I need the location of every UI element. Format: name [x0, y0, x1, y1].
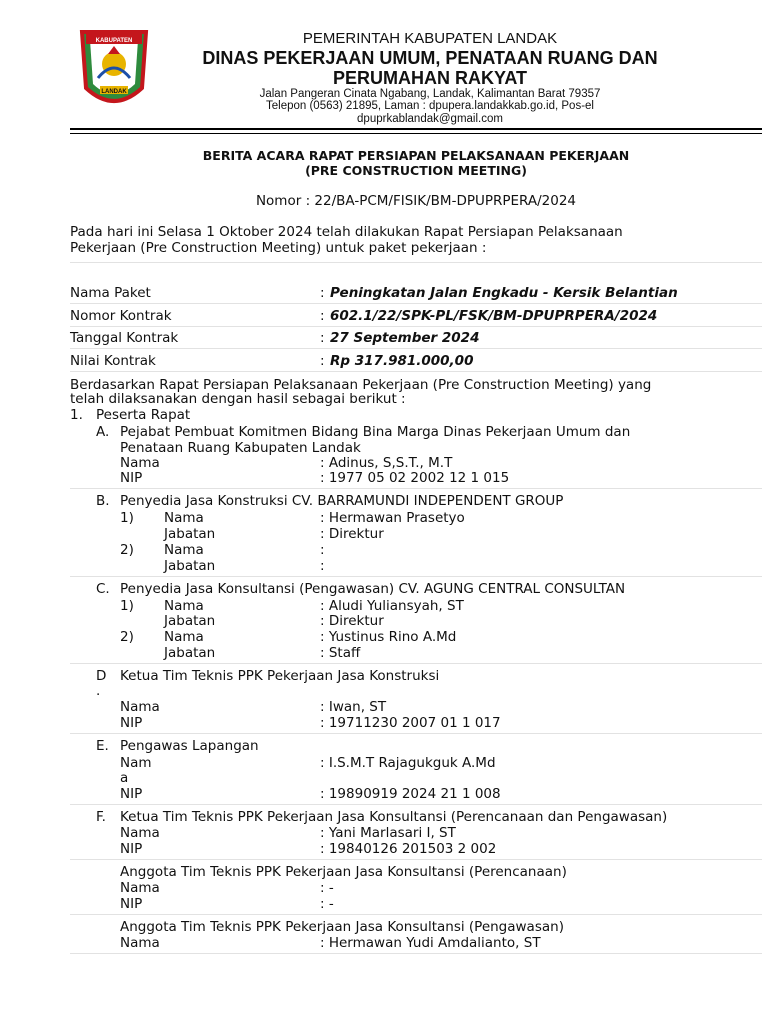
nomor-kontrak-value: 602.1/22/SPK-PL/FSK/BM-DPUPRPERA/2024	[330, 308, 658, 324]
divider	[70, 733, 762, 734]
field-value: : Hermawan Prasetyo	[320, 510, 465, 526]
section-title: Peserta Rapat	[96, 407, 191, 423]
field-value: : 19711230 2007 01 1 017	[320, 715, 501, 731]
emblem-top-text: KABUPATEN	[95, 38, 133, 44]
divider	[70, 914, 762, 915]
colon: :	[320, 308, 325, 324]
field-label: NIP	[120, 786, 143, 802]
document-number: Nomor : 22/BA-PCM/FISIK/BM-DPUPRPERA/2024	[255, 193, 577, 209]
anggota-perencanaan-title: Anggota Tim Teknis PPK Pekerjaan Jasa Konsultansi (Perencanaan)	[120, 864, 567, 880]
emblem-bottom-text: LANDAK	[101, 89, 127, 95]
nomor-kontrak-label: Nomor Kontrak	[70, 308, 172, 324]
agency-address: Jalan Pangeran Cinata Ngabang, Landak, Kalimantan Barat 79357	[259, 88, 601, 100]
divider	[70, 371, 762, 372]
item-e-title: Pengawas Lapangan	[120, 738, 259, 754]
basis-line2: telah dilaksanakan dengan hasil sebagai berikut :	[70, 391, 406, 407]
item-letter: D	[96, 668, 107, 684]
intro-line1: Pada hari ini Selasa 1 Oktober 2024 telah dilakukan Rapat Persiapan Pelaksanaan	[70, 224, 623, 240]
item-d-title: Ketua Tim Teknis PPK Pekerjaan Jasa Konstruksi	[120, 668, 440, 684]
anggota-pengawasan-title: Anggota Tim Teknis PPK Pekerjaan Jasa Konsultansi (Pengawasan)	[120, 919, 564, 935]
divider	[70, 262, 762, 263]
field-label: Nama	[120, 935, 160, 951]
field-value: : -	[320, 896, 334, 912]
field-label: Nama	[120, 825, 160, 841]
item-letter: B.	[96, 493, 110, 509]
kabupaten-landak-emblem-icon	[76, 28, 152, 112]
field-value: : Iwan, ST	[320, 699, 387, 715]
field-label: Jabatan	[164, 645, 216, 661]
basis-line1: Berdasarkan Rapat Persiapan Pelaksanaan Pekerjaan (Pre Construction Meeting) yang	[70, 377, 652, 393]
nilai-kontrak-label: Nilai Kontrak	[70, 353, 156, 369]
divider	[70, 859, 762, 860]
intro-line2: Pekerjaan (Pre Construction Meeting) untuk paket pekerjaan :	[70, 240, 487, 256]
field-label: Nam	[120, 755, 152, 771]
divider	[70, 326, 762, 327]
agency-contact: Telepon (0563) 21895, Laman : dpupera.landakkab.go.id, Pos-el	[266, 100, 594, 112]
government-name: PEMERINTAH KABUPATEN LANDAK	[302, 30, 558, 47]
field-value: : 19840126 201503 2 002	[320, 841, 497, 857]
nilai-kontrak-value: Rp 317.981.000,00	[330, 353, 474, 369]
field-value: : Hermawan Yudi Amdalianto, ST	[320, 935, 541, 951]
field-value: : Direktur	[320, 526, 384, 542]
field-label: Nama	[164, 629, 204, 645]
field-value: : Direktur	[320, 613, 384, 629]
letterhead-rule	[70, 128, 762, 130]
divider	[70, 488, 762, 489]
colon: :	[320, 353, 325, 369]
field-label-wrap: a	[120, 770, 129, 786]
field-label: Nama	[164, 542, 204, 558]
section-number: 1.	[70, 407, 83, 423]
divider	[70, 804, 762, 805]
nama-paket-label: Nama Paket	[70, 285, 151, 301]
field-value: : Yani Marlasari I, ST	[320, 825, 456, 841]
item-letter: F.	[96, 809, 106, 825]
colon: :	[320, 285, 325, 301]
sub-number: 1)	[120, 510, 134, 526]
item-letter: A.	[96, 424, 110, 440]
tanggal-kontrak-label: Tanggal Kontrak	[70, 330, 179, 346]
field-label: Nama	[120, 699, 160, 715]
field-value: : Staff	[320, 645, 361, 661]
nama-paket-value: Peningkatan Jalan Engkadu - Kersik Belantian	[330, 285, 678, 301]
field-label: Nama	[164, 598, 204, 614]
field-value: : Aludi Yuliansyah, ST	[320, 598, 464, 614]
item-f-title: Ketua Tim Teknis PPK Pekerjaan Jasa Konsultansi (Perencanaan dan Pengawasan)	[120, 809, 668, 825]
divider	[70, 303, 762, 304]
field-value: : 1977 05 02 2002 12 1 015	[320, 470, 510, 486]
item-b-title: Penyedia Jasa Konstruksi CV. BARRAMUNDI INDEPENDENT GROUP	[120, 493, 564, 509]
field-label: Jabatan	[164, 558, 216, 574]
item-a-title-line2: Penataan Ruang Kabupaten Landak	[120, 440, 361, 456]
agency-name-line2: PERUMAHAN RAKYAT	[332, 68, 527, 88]
field-label: Nama	[120, 455, 160, 471]
field-value: : Yustinus Rino A.Md	[320, 629, 457, 645]
field-label: Nama	[120, 880, 160, 896]
divider	[70, 348, 762, 349]
agency-email: dpuprkablandak@gmail.com	[357, 113, 503, 125]
item-letter-dot: .	[96, 683, 101, 699]
divider	[70, 663, 762, 664]
document-subtitle: (PRE CONSTRUCTION MEETING)	[305, 163, 527, 178]
divider	[70, 576, 762, 577]
field-label: NIP	[120, 841, 143, 857]
colon: :	[320, 330, 325, 346]
field-value: : -	[320, 880, 334, 896]
document-title: BERITA ACARA RAPAT PERSIAPAN PELAKSANAAN PEKERJAAN	[202, 148, 630, 163]
sub-number: 2)	[120, 629, 134, 645]
tanggal-kontrak-value: 27 September 2024	[330, 330, 480, 346]
sub-number: 1)	[120, 598, 134, 614]
field-label: NIP	[120, 715, 143, 731]
field-value: : Adinus, S,S.T., M.T	[320, 455, 453, 471]
field-value: :	[320, 558, 325, 574]
field-value: : I.S.M.T Rajagukguk A.Md	[320, 755, 496, 771]
field-label: NIP	[120, 896, 143, 912]
field-label: Jabatan	[164, 526, 216, 542]
sub-number: 2)	[120, 542, 134, 558]
item-letter: C.	[96, 581, 110, 597]
field-label: NIP	[120, 470, 143, 486]
field-label: Nama	[164, 510, 204, 526]
field-value: : 19890919 2024 21 1 008	[320, 786, 501, 802]
letterhead-rule-thin	[70, 133, 762, 134]
divider	[70, 953, 762, 954]
agency-name-line1: DINAS PEKERJAAN UMUM, PENATAAN RUANG DAN	[202, 48, 658, 68]
field-label: Jabatan	[164, 613, 216, 629]
item-a-title-line1: Pejabat Pembuat Komitmen Bidang Bina Marga Dinas Pekerjaan Umum dan	[120, 424, 631, 440]
field-value: :	[320, 542, 325, 558]
item-c-title: Penyedia Jasa Konsultansi (Pengawasan) CV. AGUNG CENTRAL CONSULTAN	[120, 581, 626, 597]
item-letter: E.	[96, 738, 109, 754]
